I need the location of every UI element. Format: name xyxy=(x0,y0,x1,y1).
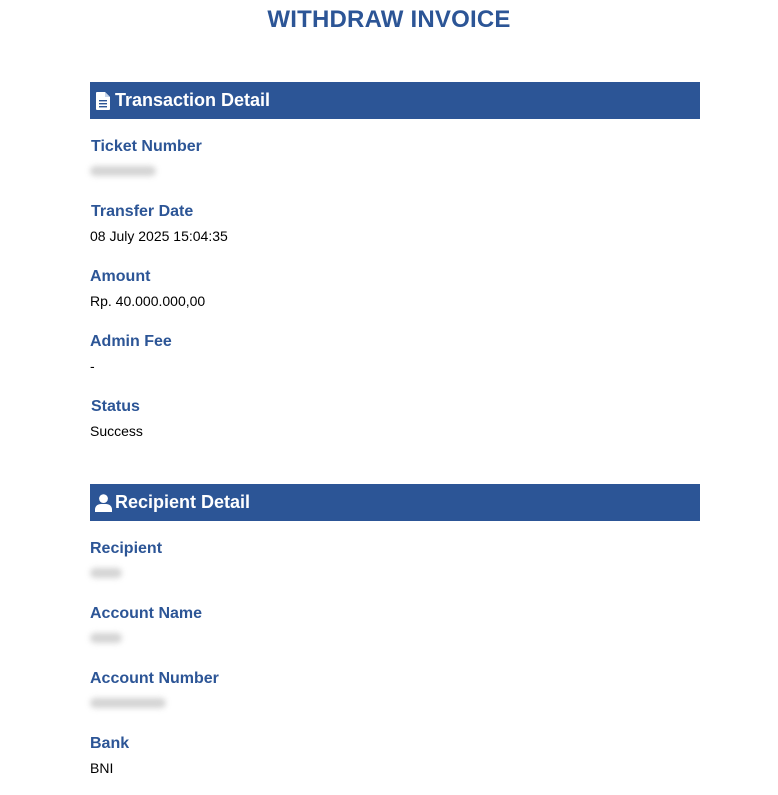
transfer-date-field xyxy=(90,202,690,245)
account-name-field xyxy=(90,604,690,647)
admin-fee-value: - xyxy=(90,358,95,374)
document-icon xyxy=(94,91,112,111)
account-number-field xyxy=(90,669,690,712)
bank-value: BNI xyxy=(90,760,114,776)
user-icon xyxy=(94,493,112,513)
amount-value: Rp. 40.000.000,00 xyxy=(90,293,206,309)
account-number-label: Account Number xyxy=(90,670,219,687)
admin-fee-field xyxy=(90,332,690,375)
recipient-detail-header xyxy=(90,484,700,521)
recipient-field xyxy=(90,539,690,582)
amount-label: Amount xyxy=(90,268,151,285)
transfer-date-label: Transfer Date xyxy=(91,203,194,220)
transaction-detail-header xyxy=(90,82,700,119)
redacted-account-name xyxy=(90,633,122,643)
recipient-detail-title: Recipient Detail xyxy=(115,492,251,512)
status-label: Status xyxy=(91,398,140,415)
status-value: Success xyxy=(90,423,143,439)
ticket-number-label: Ticket Number xyxy=(91,138,202,155)
account-number-value xyxy=(90,694,690,712)
amount-field xyxy=(90,267,690,310)
account-name-value xyxy=(90,629,690,647)
ticket-number-field xyxy=(90,137,690,180)
ticket-number-value xyxy=(90,162,690,180)
redacted-account-number xyxy=(90,698,166,708)
transfer-date-value: 08 July 2025 15:04:35 xyxy=(90,228,228,244)
bank-field xyxy=(90,734,690,777)
page-title: WITHDRAW INVOICE xyxy=(267,6,511,33)
status-field xyxy=(90,397,690,440)
redacted-recipient xyxy=(90,568,122,578)
bank-label: Bank xyxy=(90,735,130,752)
redacted-ticket-number xyxy=(90,166,156,176)
transaction-detail-title: Transaction Detail xyxy=(115,90,271,110)
account-name-label: Account Name xyxy=(90,605,203,622)
admin-fee-label: Admin Fee xyxy=(90,333,172,350)
recipient-label: Recipient xyxy=(90,540,163,557)
recipient-value xyxy=(90,564,690,582)
